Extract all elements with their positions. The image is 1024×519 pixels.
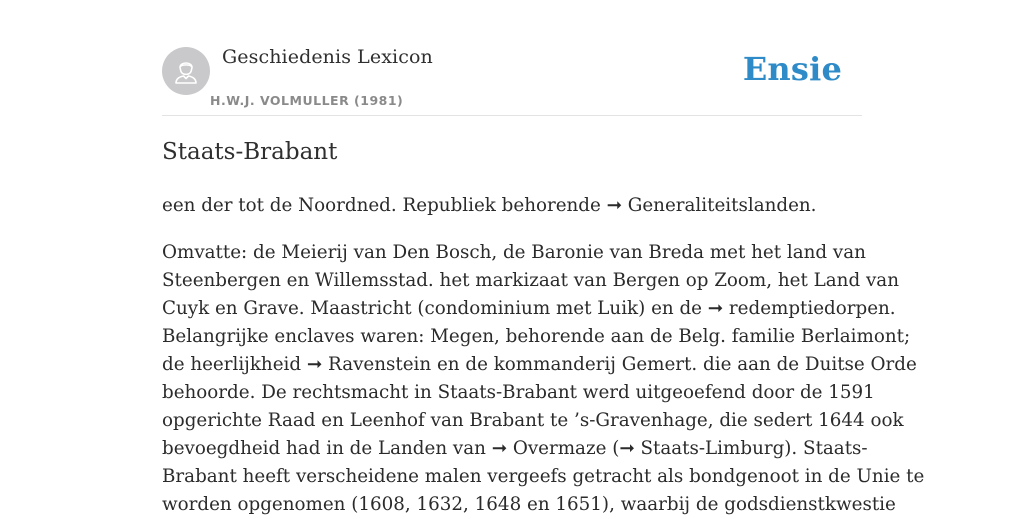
paragraph-line: de heerlijkheid ➞ Ravenstein en de kommanderij Gemert. die aan de Duitse Orde — [162, 354, 917, 375]
paragraph-line: behoorde. De rechtsmacht in Staats-Brabant werd uitgeoefend door de 1591 — [162, 382, 875, 403]
paragraph-line: Cuyk en Grave. Maastricht (condominium met Luik) en de ➞ redemptiedorpen. — [162, 298, 896, 319]
lexicon-title[interactable]: Geschiedenis Lexicon — [222, 46, 433, 68]
paragraph-line: Belangrijke enclaves waren: Megen, behorende aan de Belg. familie Berlaimont; — [162, 326, 911, 347]
article-paragraph-1: een der tot de Noordned. Republiek behorende ➞ Generaliteitslanden. — [162, 195, 817, 216]
paragraph-line: Steenbergen en Willemsstad. het markizaat van Bergen op Zoom, het Land van — [162, 270, 899, 291]
article-page — [162, 0, 925, 515]
user-avatar-icon[interactable] — [162, 47, 210, 95]
header — [162, 0, 862, 116]
page-title: Staats-Brabant — [162, 139, 338, 165]
paragraph-line: Omvatte: de Meierij van Den Bosch, de Baronie van Breda met het land van — [162, 242, 866, 263]
paragraph-line: Brabant heeft verscheidene malen vergeefs getracht als bondgenoot in de Unie te — [162, 466, 925, 487]
author-label[interactable]: H.W.J. VOLMULLER (1981) — [210, 93, 404, 108]
paragraph-line: opgerichte Raad en Leenhof van Brabant te ’s-Gravenhage, die sedert 1644 ook — [162, 410, 904, 431]
paragraph-line: bevoegdheid had in de Landen van ➞ Overmaze (➞ Staats-Limburg). Staats- — [162, 438, 868, 459]
paragraph-line: worden opgenomen (1608, 1632, 1648 en 1651), waarbij de godsdienstkwestie — [162, 494, 896, 515]
article-paragraph-2 — [162, 239, 925, 519]
brand-logo[interactable]: Ensie — [742, 50, 842, 88]
